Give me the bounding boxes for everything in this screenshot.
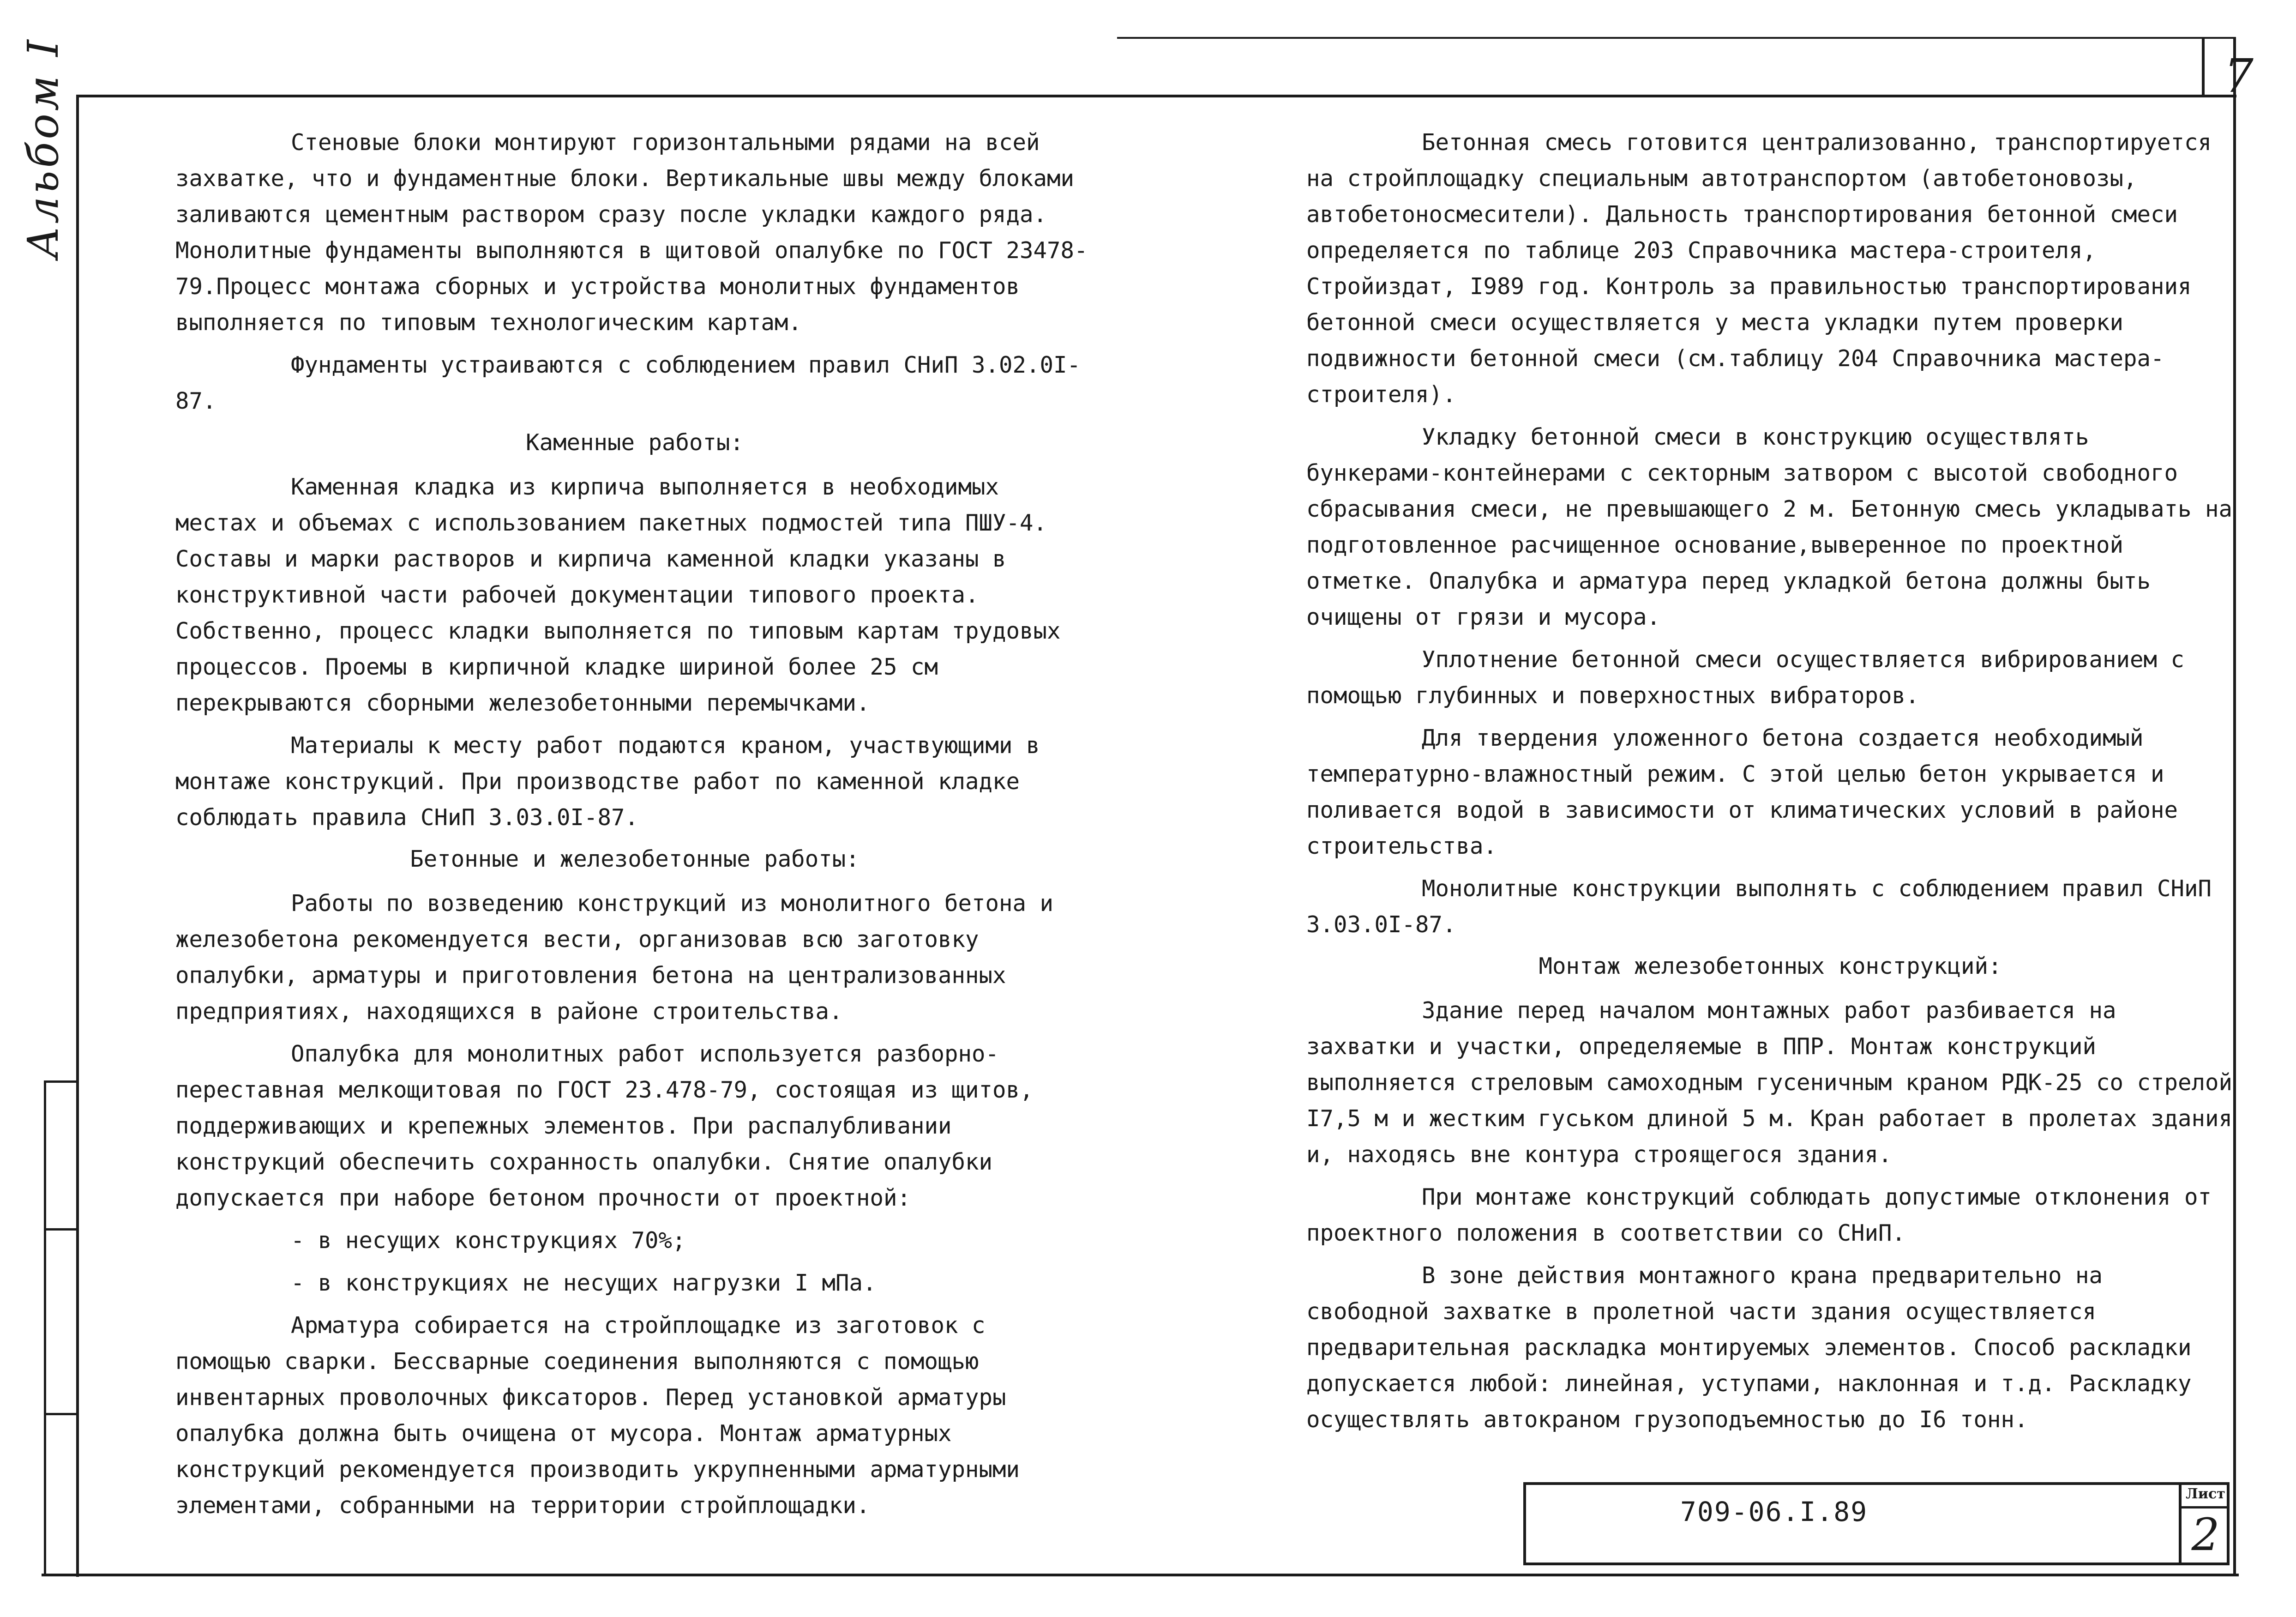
page-number-box-left xyxy=(2202,37,2205,97)
top-binding-line xyxy=(1117,37,2234,39)
list-item-load-bearing: - в несущих конструкциях 70%; xyxy=(291,1227,686,1254)
paragraph-concrete-placing: Укладку бетонной смеси в конструкцию осуществлять бункерами-контейнерами с секторным затвором с высотой свободного сбрасывания смеси, не превышающего 2 м. Бетонную смесь укладывать на подготовленное расчищенное основание,выверенное по проектной отметке. Опалубка и арматура перед укладкой бетона должны быть очищены от грязи и мусора. xyxy=(1306,424,2233,630)
paragraph-foundations-snip: Фундаменты устраиваются с соблюдением правил СНиП 3.02.0I-87. xyxy=(175,352,1081,414)
margin-table-row-2 xyxy=(44,1228,79,1231)
frame-top-line xyxy=(76,95,2236,97)
margin-table-outer xyxy=(44,1080,46,1575)
left-text-column xyxy=(175,125,1094,1524)
frame-bottom-line xyxy=(42,1574,2239,1576)
paragraph-materials-crane: Материалы к месту работ подаются краном, участвующими в монтаже конструкций. При производстве работ по каменной кладке соблюдать правила СНиП 3.03.0I-87. xyxy=(175,732,1040,831)
right-text-column xyxy=(1306,125,2234,1438)
heading-masonry-works: Каменные работы: xyxy=(525,429,744,456)
document-code: 709-06.I.89 xyxy=(1680,1496,1868,1527)
paragraph-element-layout: В зоне действия монтажного крана предварительно на свободной захватке в пролетной части здания осуществляется предварительная раскладка монтируемых элементов. Способ раскладки допускается любой: линейная, уступами, наклонная и т.д. Раскладку осуществлять автокраном грузоподъемностью до I6 тонн. xyxy=(1306,1262,2192,1433)
heading-precast-erection: Монтаж железобетонных конструкций: xyxy=(1539,953,2002,979)
paragraph-concrete-mix: Бетонная смесь готовится централизованно, транспортируется на стройплощадку специальным автотранспортом (автобетоновозы, автобетоносмесители). Дальность транспортирования бетонной смеси определяется по таблице 203 Справочника мастера-строителя, Стройиздат, I989 год. Контроль за правильностью транспортирования бетонной смеси осуществляется у места укладки путем проверки подвижности бетонной смеси (см.таблицу 204 Справочника мастера-строителя). xyxy=(1306,129,2212,408)
sheet-number: 2 xyxy=(2191,1509,2220,1561)
paragraph-brick-masonry: Каменная кладка из кирпича выполняется в необходимых местах и объемах с использованием пакетных подмостей типа ПШУ-4. Составы и марки растворов и кирпича каменной кладки указаны в конструктивной части рабочей документации типового проекта. Собственно, процесс кладки выполняется по типовым картам трудовых процессов. Проемы в кирпичной кладке шириной более 25 см перекрываются сборными железобетонными перемычками. xyxy=(175,474,1061,716)
paragraph-reinforcement: Арматура собирается на стройплощадке из заготовок с помощью сварки. Бессварные соединения выполняются с помощью инвентарных проволочных фиксаторов. Перед установкой арматуры опалубка должна быть очищена от мусора. Монтаж арматурных конструкций рекомендуется производить укрупненными арматурными элементами, собранными на территории стройплощадки. xyxy=(175,1312,1020,1519)
sheet-label: Лист xyxy=(2186,1486,2225,1502)
sheet-cell-divider xyxy=(2179,1506,2230,1508)
margin-table-row-1 xyxy=(44,1080,79,1083)
album-margin-label: Альбом I xyxy=(18,37,68,259)
paragraph-curing: Для твердения уложенного бетона создается необходимый температурно-влажностный режим. С этой целью бетон укрывается и поливается водой в зависимости от климатических условий в районе строительства. xyxy=(1306,725,2178,859)
paragraph-compaction: Уплотнение бетонной смеси осуществляется вибрированием с помощью глубинных и поверхностных вибраторов. xyxy=(1306,646,2185,709)
paragraph-monolithic-concrete: Работы по возведению конструкций из монолитного бетона и железобетона рекомендуется вести, организовав всю заготовку опалубки, арматуры и приготовления бетона на централизованных предприятиях, находящихся в районе строительства. xyxy=(175,890,1054,1025)
paragraph-tolerances: При монтаже конструкций соблюдать допустимые отклонения от проектного положения в соответствии со СНиП. xyxy=(1306,1184,2212,1246)
heading-concrete-works: Бетонные и железобетонные работы: xyxy=(410,846,859,872)
title-block-stamp xyxy=(1523,1482,2230,1565)
frame-left-line xyxy=(76,95,79,1577)
paragraph-wall-blocks: Стеновые блоки монтируют горизонтальными рядами на всей захватке, что и фундаментные блоки. Вертикальные швы между блоками заливаются цементным раствором сразу после укладки каждого ряда. Монолитные фундаменты выполняются в щитовой опалубке по ГОСТ 23478-79.Процесс монтажа сборных и устройства монолитных фундаментов выполняется по типовым технологическим картам. xyxy=(175,129,1088,336)
paragraph-formwork: Опалубка для монолитных работ используется разборно-переставная мелкощитовая по ГОСТ 23.478-79, состоящая из щитов, поддерживающих и крепежных элементов. При распалубливании конструкций обеспечить сохранность опалубки. Снятие опалубки допускается при наборе бетоном прочности от проектной: xyxy=(175,1041,1034,1211)
paragraph-monolithic-snip: Монолитные конструкции выполнять с соблюдением правил СНиП 3.03.0I-87. xyxy=(1306,875,2212,938)
margin-table-row-3 xyxy=(44,1413,79,1415)
paragraph-crane-erection: Здание перед началом монтажных работ разбивается на захватки и участки, определяемые в ППР. Монтаж конструкций выполняется стреловым самоходным гусеничным краном РДК-25 со стрелой I7,5 м и жестким гуськом длиной 5 м. Кран работает в пролетах здания и, находясь вне контура строящегося здания. xyxy=(1306,997,2233,1168)
list-item-non-load-bearing: - в конструкциях не несущих нагрузки I мПа. xyxy=(291,1270,877,1296)
page-number: 7 xyxy=(2224,49,2254,103)
